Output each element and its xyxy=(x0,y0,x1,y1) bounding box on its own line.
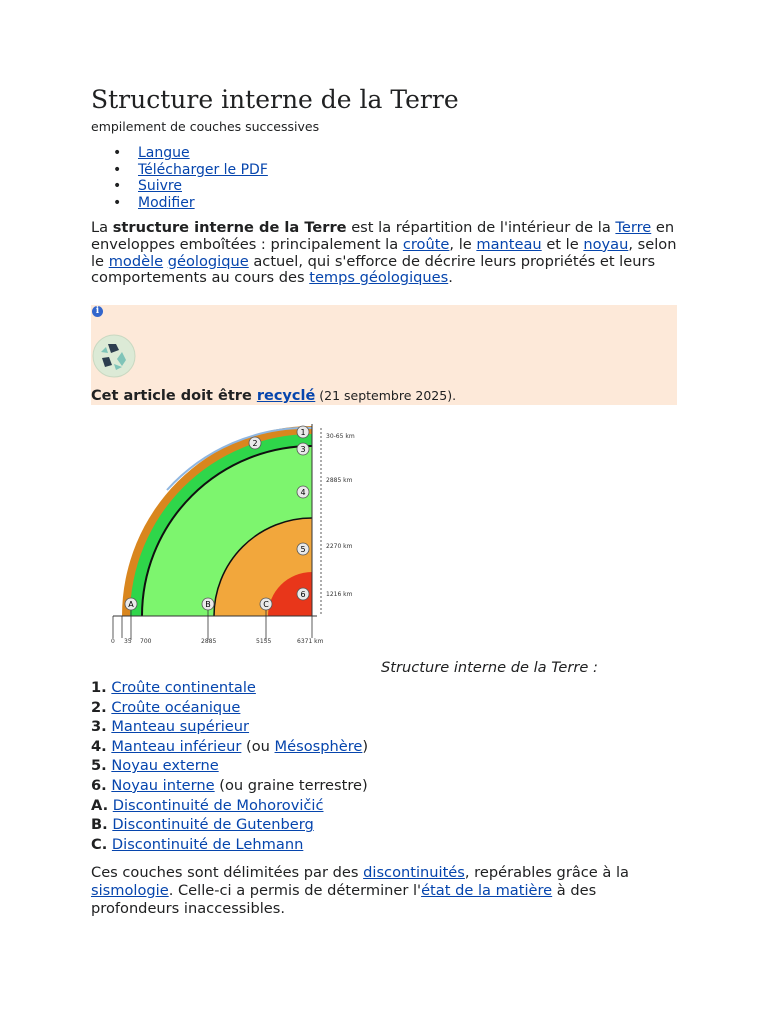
intro-text: en enveloppes emboîtées : principalement la xyxy=(91,219,675,253)
link-croute[interactable]: croûte xyxy=(402,235,450,253)
intro-text: , le xyxy=(449,235,477,253)
intro-text: La xyxy=(91,219,113,236)
link-modele[interactable]: modèle xyxy=(108,252,164,270)
legend-item xyxy=(91,835,368,855)
legend-number: A. xyxy=(91,796,109,814)
legend-extra: ) xyxy=(362,737,369,755)
legend-number: B. xyxy=(91,816,108,834)
watch-link[interactable]: Suivre xyxy=(138,178,182,195)
outro-text: , repérables grâce à la xyxy=(464,864,629,881)
link-geologique[interactable]: géologique xyxy=(167,252,249,270)
page-subtitle: empilement de couches successives xyxy=(91,119,320,134)
marker-label: 3 xyxy=(300,445,306,454)
legend-number: 1. xyxy=(91,679,107,696)
banner-bold-text: Cet article doit être xyxy=(91,388,257,404)
legend-number: 2. xyxy=(91,698,107,716)
earth-structure-diagram[interactable] xyxy=(107,420,357,650)
axis-tick-label: 0 xyxy=(111,638,115,645)
language-link[interactable]: Langue xyxy=(138,145,190,161)
axis-tick-label: 2885 xyxy=(201,638,217,645)
legend-item xyxy=(91,756,368,776)
depth-labels xyxy=(326,433,355,598)
marker-label: 1 xyxy=(300,428,306,437)
intro-text: et le xyxy=(541,235,584,253)
outro-paragraph xyxy=(91,864,681,918)
legend-item xyxy=(91,678,368,698)
legend-number: 4. xyxy=(91,737,107,755)
axis-tick-labels xyxy=(111,638,324,645)
legend-link[interactable]: Croûte continentale xyxy=(111,679,256,696)
outro-text: à des profondeurs inaccessibles. xyxy=(91,882,597,917)
axis-tick-lines xyxy=(113,616,312,638)
marker-label: 6 xyxy=(300,590,306,599)
link-noyau[interactable]: noyau xyxy=(583,235,629,253)
legend-number: 5. xyxy=(91,757,107,775)
legend-item xyxy=(91,717,368,737)
legend-link[interactable]: Discontinuité de Mohorovičić xyxy=(112,796,324,814)
outro-text: . Celle-ci a permis de déterminer l' xyxy=(168,882,422,899)
legend-item xyxy=(91,698,368,718)
tool-item-pdf xyxy=(138,162,268,179)
legend-number: C. xyxy=(91,835,108,853)
legend-item xyxy=(91,776,368,796)
info-icon[interactable]: i xyxy=(92,306,103,317)
legend-number: 6. xyxy=(91,776,107,794)
intro-bold-term: structure interne de la Terre xyxy=(112,219,347,236)
recycle-icon xyxy=(92,334,136,378)
link-etat-matiere[interactable]: état de la matière xyxy=(421,882,553,899)
page-title: Structure interne de la Terre xyxy=(91,85,459,114)
marker-label: A xyxy=(128,600,134,609)
legend-number: 3. xyxy=(91,718,107,736)
intro-text: actuel, qui s'efforce de décrire leurs propriétés et leurs comportements au cours des xyxy=(91,252,656,287)
page-tools xyxy=(91,145,268,212)
outro-text: Ces couches sont délimitées par des xyxy=(91,864,364,881)
depth-label: 1216 km xyxy=(326,591,353,598)
banner-date: (21 septembre 2025). xyxy=(315,388,457,403)
marker-label: B xyxy=(205,600,211,609)
marker-label: C xyxy=(263,600,269,609)
link-manteau[interactable]: manteau xyxy=(476,235,542,253)
marker-label: 2 xyxy=(252,439,258,448)
legend-extra: (ou xyxy=(241,737,275,755)
download-pdf-link[interactable]: Télécharger le PDF xyxy=(138,161,268,178)
banner-message xyxy=(91,387,456,405)
depth-label: 30-65 km xyxy=(326,433,355,440)
intro-text: . xyxy=(448,269,453,287)
axis-tick-label: 5155 xyxy=(256,638,272,645)
depth-label: 2885 km xyxy=(326,477,353,484)
legend-link[interactable]: Noyau interne xyxy=(111,776,215,794)
legend-item xyxy=(91,815,368,835)
link-temps-geologiques[interactable]: temps géologiques xyxy=(309,269,449,287)
tool-item-suivre xyxy=(138,178,268,195)
legend-extra: (ou graine terrestre) xyxy=(214,776,368,794)
axis-tick-label: 6371 km xyxy=(297,638,324,645)
legend-link[interactable]: Discontinuité de Lehmann xyxy=(111,835,304,853)
link-terre[interactable]: Terre xyxy=(615,219,652,236)
recycle-link[interactable]: recyclé xyxy=(256,388,316,404)
marker-label: 4 xyxy=(300,488,306,497)
legend-link-mesosphere[interactable]: Mésosphère xyxy=(274,737,363,755)
figure-caption: Structure interne de la Terre : xyxy=(381,659,598,676)
layers-legend xyxy=(91,678,368,854)
legend-link[interactable]: Manteau supérieur xyxy=(111,718,250,736)
link-sismologie[interactable]: sismologie xyxy=(91,882,169,899)
depth-label: 2270 km xyxy=(326,543,353,550)
intro-paragraph xyxy=(91,220,681,287)
legend-item xyxy=(91,737,368,757)
legend-link[interactable]: Noyau externe xyxy=(111,757,219,775)
tool-item-modifier xyxy=(138,195,268,212)
marker-label: 5 xyxy=(300,545,306,554)
tool-item-langue xyxy=(138,145,268,162)
axis-tick-label: 35 xyxy=(124,638,132,645)
intro-text: , selon le xyxy=(91,235,677,270)
legend-item xyxy=(91,796,368,816)
legend-link[interactable]: Croûte océanique xyxy=(111,698,241,716)
edit-link[interactable]: Modifier xyxy=(138,195,195,212)
axis-tick-label: 700 xyxy=(140,638,152,645)
intro-text: est la répartition de l'intérieur de la xyxy=(346,219,616,236)
link-discontinuites[interactable]: discontinuités xyxy=(363,864,465,881)
legend-link[interactable]: Discontinuité de Gutenberg xyxy=(112,816,314,834)
legend-link[interactable]: Manteau inférieur xyxy=(111,737,242,755)
recycle-banner xyxy=(91,305,677,405)
